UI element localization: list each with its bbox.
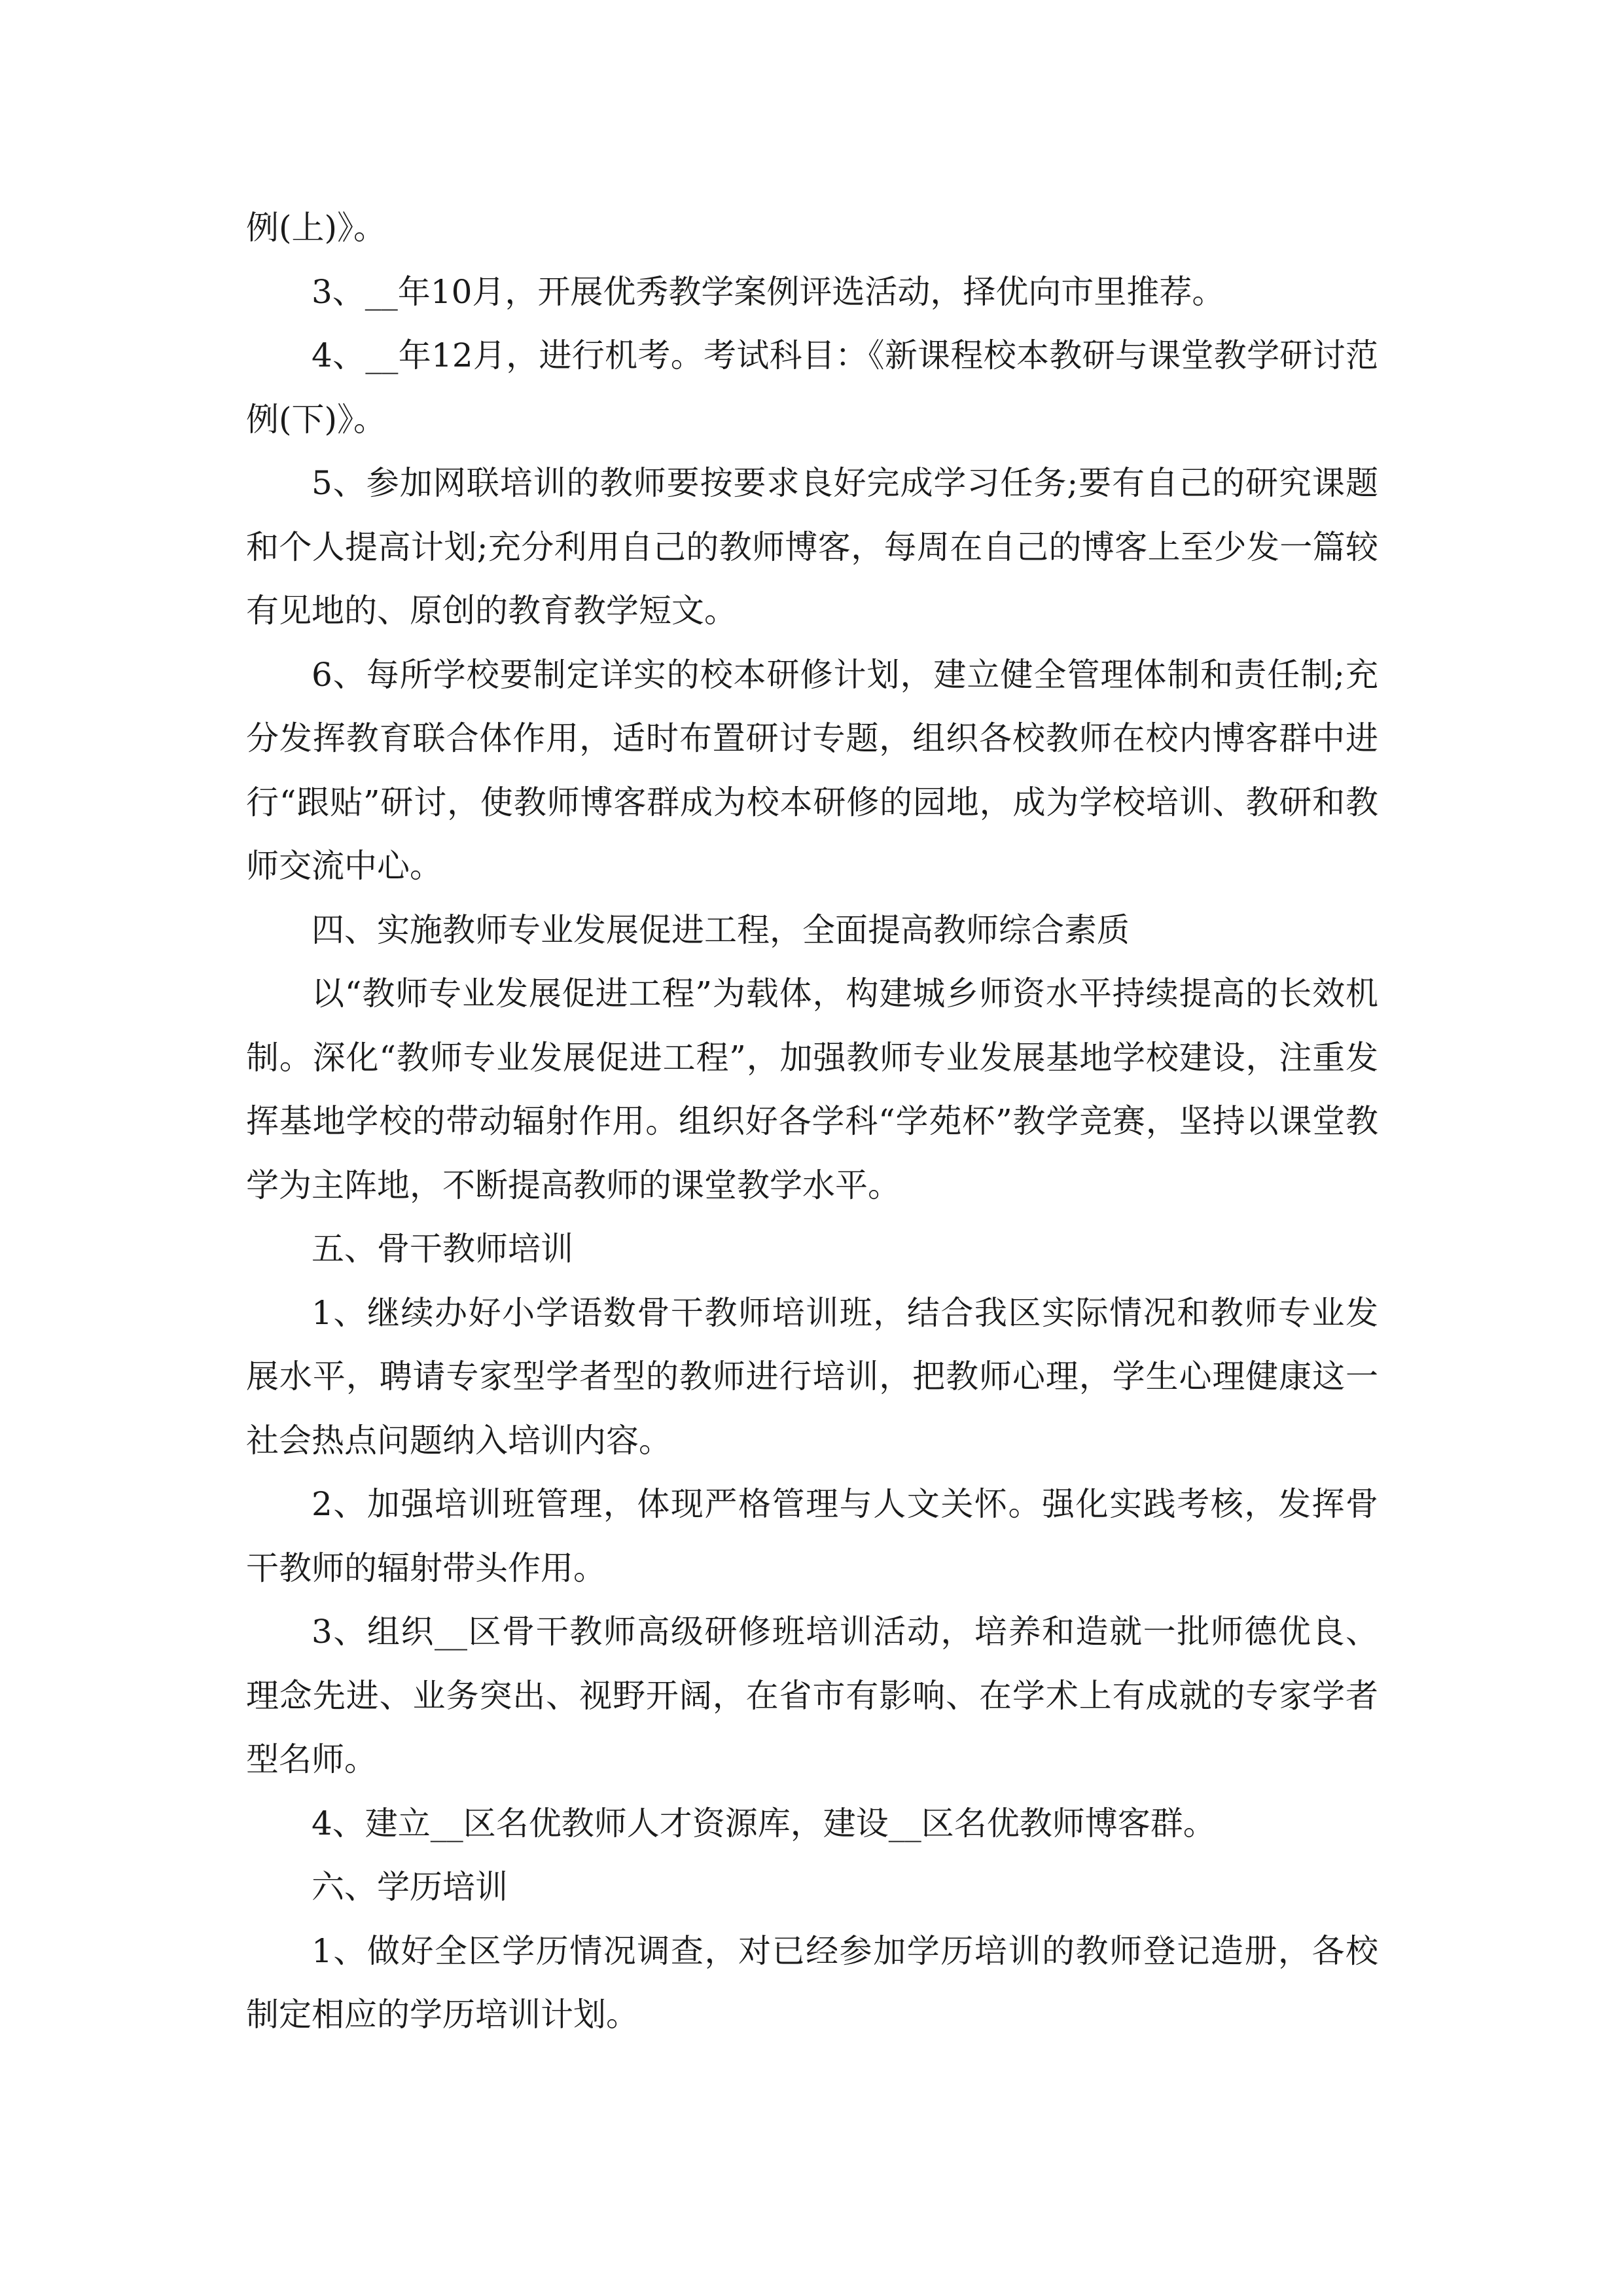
paragraph-item-3: 3、__年10月，开展优秀教学案例评选活动，择优向市里推荐。 xyxy=(312,272,1225,311)
paragraph-item-5: 5、参加网联培训的教师要按要求良好完成学习任务;要有自己的研究课题和个人提高计划;充分利用自己的教师博客，每周在自己的博客上至少发一篇较有见地的、原创的教育教学短文。 xyxy=(246,464,1378,630)
paragraph-item-4: 4、__年12月，进行机考。考试科目：《新课程校本教研与课堂教学研讨范例(下)》。 xyxy=(246,336,1378,439)
paragraph-section-6-item-1: 1、做好全区学历情况调查，对已经参加学历培训的教师登记造册，各校制定相应的学历培训计划。 xyxy=(246,1931,1378,2034)
paragraph-item-6: 6、每所学校要制定详实的校本研修计划，建立健全管理体制和责任制;充分发挥教育联合体作用，适时布置研讨专题，组织各校教师在校内博客群中进行“跟贴”研讨，使教师博客群成为校本研修的园地，成为学校培训、教研和教师交流中心。 xyxy=(246,655,1378,885)
paragraph-section-5-item-2: 2、加强培训班管理，体现严格管理与人文关怀。强化实践考核，发挥骨干教师的辐射带头作用。 xyxy=(246,1485,1378,1587)
paragraph-continuation: 例(上)》。 xyxy=(246,209,387,247)
section-heading-6: 六、学历培训 xyxy=(312,1868,508,1906)
document-body xyxy=(246,196,1378,2047)
paragraph-section-5-item-1: 1、继续办好小学语数骨干教师培训班，结合我区实际情况和教师专业发展水平，聘请专家型学者型的教师进行培训，把教师心理，学生心理健康这一社会热点问题纳入培训内容。 xyxy=(246,1293,1378,1460)
section-heading-5: 五、骨干教师培训 xyxy=(312,1230,573,1268)
paragraph-section-4-body: 以“教师专业发展促进工程”为载体，构建城乡师资水平持续提高的长效机制。深化“教师专业发展促进工程”，加强教师专业发展基地学校建设，注重发挥基地学校的带动辐射作用。组织好各学科“学苑杯”教学竞赛，坚持以课堂教学为主阵地，不断提高教师的课堂教学水平。 xyxy=(246,975,1378,1204)
section-heading-4: 四、实施教师专业发展促进工程，全面提高教师综合素质 xyxy=(312,910,1130,949)
paragraph-section-5-item-3: 3、组织__区骨干教师高级研修班培训活动，培养和造就一批师德优良、理念先进、业务突出、视野开阔，在省市有影响、在学术上有成就的专家学者型名师。 xyxy=(246,1613,1378,1778)
paragraph-section-5-item-4: 4、建立__区名优教师人才资源库，建设__区名优教师博客群。 xyxy=(312,1804,1216,1842)
